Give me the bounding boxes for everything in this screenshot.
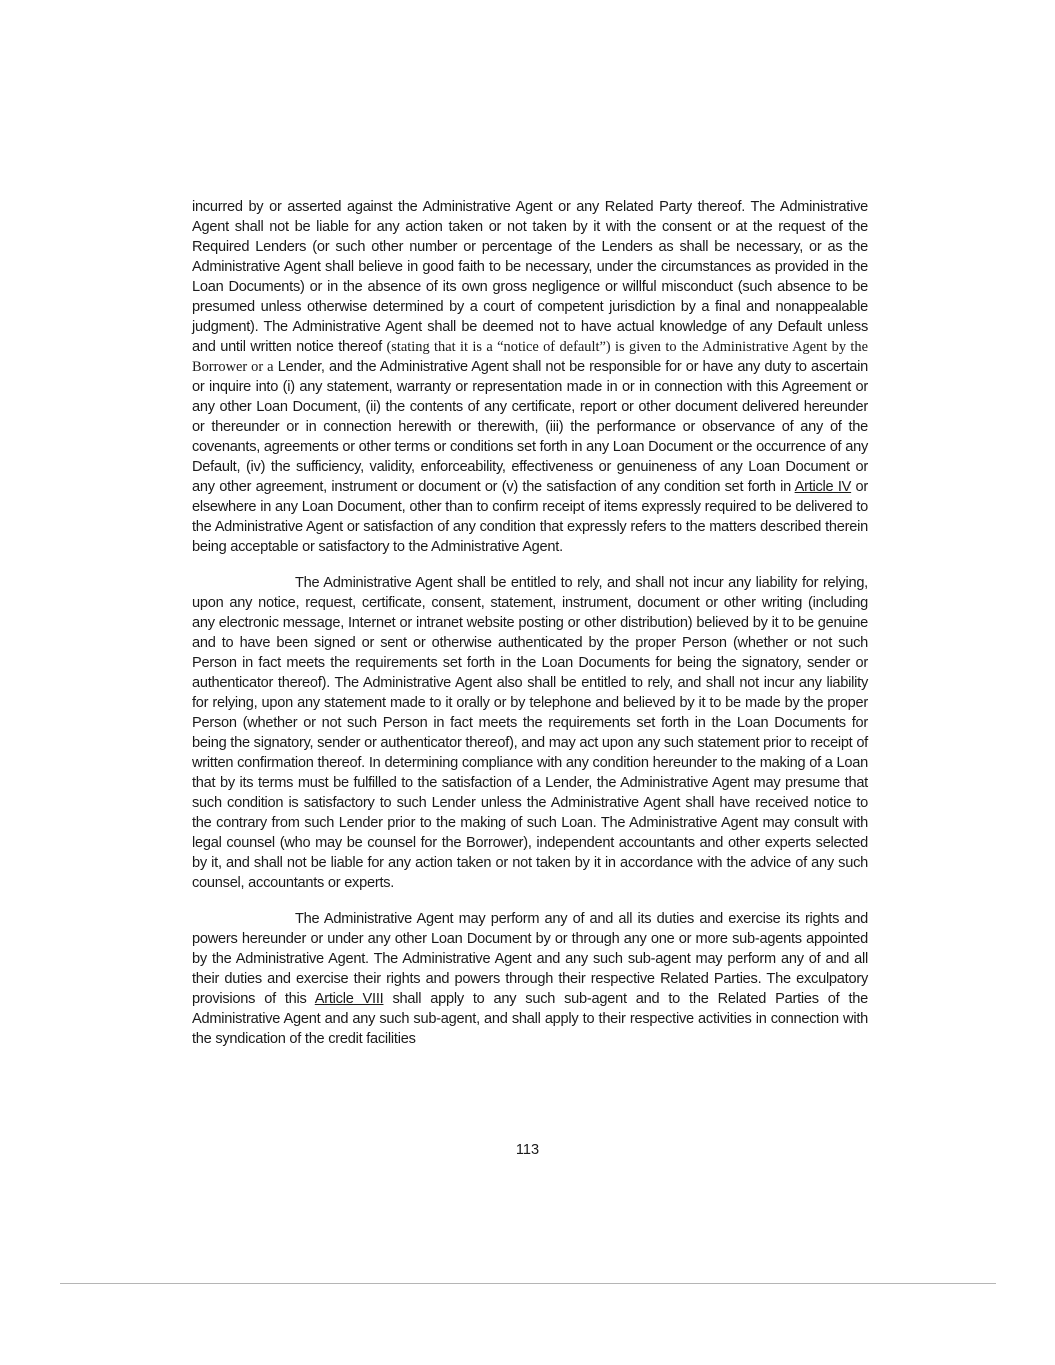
paragraph-sub-agents [192,909,868,1049]
text-segment: The Administrative Agent may perform any of and all its duties and exercise its rights and powers hereunder or under any other Loan Document by or through any one or more sub-agents appointed by the Administrative Agent. The Administrative Agent and any such sub-agent may perform any of and all their duties and exercise their rights and powers through their respective Related Parties. The exculpatory provisions of this [192,911,868,1007]
text-segment: shall apply to any such sub-agent and to the Related Parties of the Administrative Agent and any such sub-agent, and shall apply to their respective activities in connection with the syndication of the credit facilities [192,991,868,1047]
footer-divider [60,1283,996,1284]
text-segment: The Administrative Agent shall be entitled to rely, and shall not incur any liability for relying, upon any notice, request, certificate, consent, statement, instrument, document or other writing (including any electronic message, Internet or intranet website posting or other distribution) believed by it to be genuine and to have been signed or sent or otherwise authenticated by the proper Person (whether or not such Person in fact meets the requirements set forth in the Loan Documents for being the signatory, sender or authenticator thereof). The Administrative Agent also shall be entitled to rely, and shall not incur any liability for relying, upon any statement made to it orally or by telephone and believed by it to be made by the proper Person (whether or not such Person in fact meets the requirements set forth in the Loan Documents for being the signatory, sender or authenticator thereof), and may act upon any such statement prior to receipt of written confirmation thereof. In determining compliance with any condition hereunder to the making of a Loan that by its terms must be fulfilled to the satisfaction of a Lender, the Administrative Agent may presume that such condition is satisfactory to such Lender unless the Administrative Agent shall have received notice to the contrary from such Lender prior to the making of such Loan. The Administrative Agent may consult with legal counsel (who may be counsel for the Borrower), independent accountants and other experts selected by it, and shall not be liable for any action taken or not taken by it in accordance with the advice of any such counsel, accountants or experts. [192,575,868,891]
paragraph-reliance [192,573,868,893]
article-iv-link[interactable]: Article IV [794,479,852,495]
body-text [192,197,868,1049]
page-number: 113 [515,1142,540,1158]
text-segment: incurred by or asserted against the Administrative Agent or any Related Party thereof. The Administrative Agent shall not be liable for any action taken or not taken by it with the consent or at the request of the Required Lenders (or such other number or percentage of the Lenders as shall be necessary, or as the Administrative Agent shall believe in good faith to be necessary, under the circumstances as provided in the Loan Documents) or in the absence of its own gross negligence or willful misconduct (such absence to be presumed unless otherwise determined by a court of competent jurisdiction by a final and nonappealable judgment). The Administrative Agent shall be deemed not to have actual knowledge of any Default unless and until written notice thereof [192,199,868,355]
text-segment-notice-of-default: (stating that it is a “notice of default”) is given to the Administrative Agent by the Borrower or a [192,339,868,375]
text-segment: Lender, and the Administrative Agent shall not be responsible for or have any duty to ascertain or inquire into (i) any statement, warranty or representation made in or in connection with this Agreement or any other Loan Document, (ii) the contents of any certificate, report or other document delivered hereunder or thereunder or in connection herewith or therewith, (iii) the performance or observance of any of the covenants, agreements or other terms or conditions set forth in any Loan Document or the occurrence of any Default, (iv) the sufficiency, validity, enforceability, effectiveness or genuineness of any Loan Document or any other agreement, instrument or document or (v) the satisfaction of any condition set forth in [192,359,868,495]
article-viii-link[interactable]: Article VIII [314,991,384,1007]
paragraph-agent-liability [192,197,868,557]
text-segment: or elsewhere in any Loan Document, other than to confirm receipt of items expressly required to be delivered to the Administrative Agent or satisfaction of any condition that expressly refers to the matters described therein being acceptable or satisfactory to the Administrative Agent. [192,479,869,555]
